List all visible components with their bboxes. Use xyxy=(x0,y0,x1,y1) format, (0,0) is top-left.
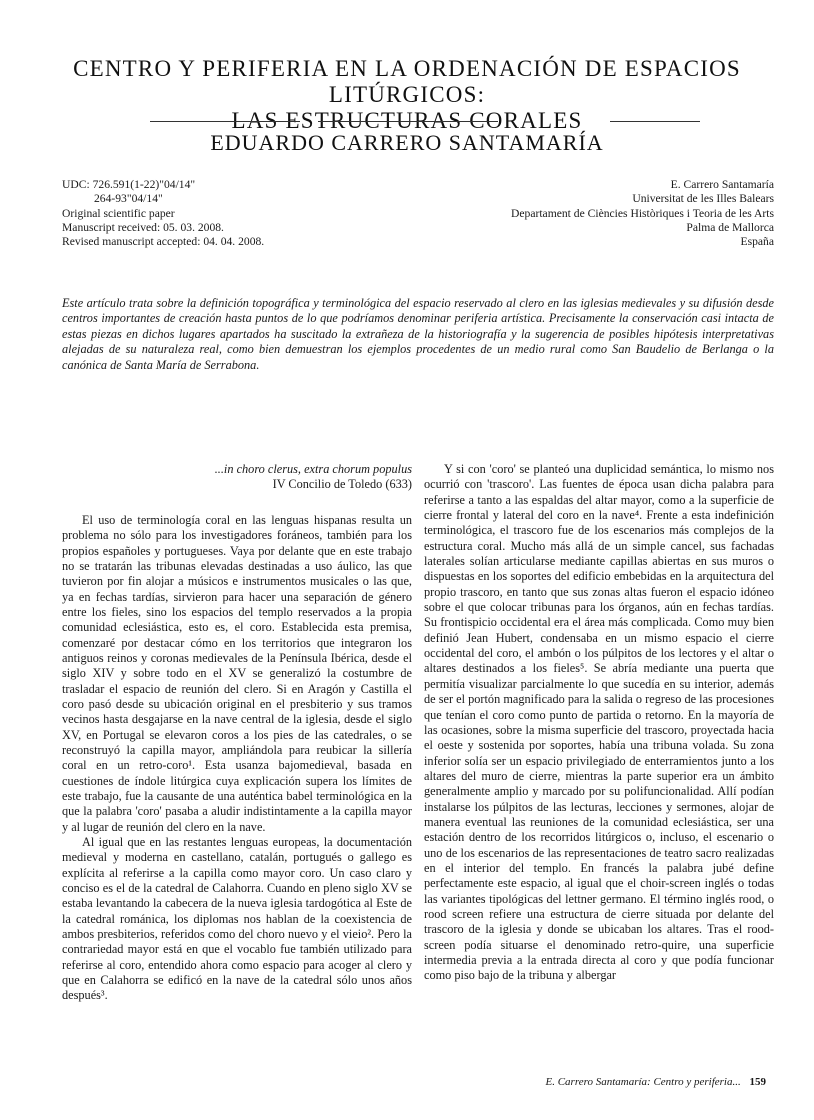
body-column-left xyxy=(62,462,412,1004)
udc-code-secondary: 264-93"04/14" xyxy=(94,192,163,206)
author-name: EDUARDO CARRERO SANTAMARÍA xyxy=(210,130,604,155)
accepted-date: Revised manuscript accepted: 04. 04. 2008. xyxy=(62,235,265,249)
article-title xyxy=(40,56,774,134)
title-rule-right xyxy=(610,121,700,122)
affiliation-department: Departament de Ciències Històriques i Teoria de les Arts xyxy=(511,206,774,220)
epigraph-source: IV Concilio de Toledo (633) xyxy=(272,477,412,492)
title-rule-center xyxy=(318,121,498,122)
affiliation-university: Universitat de les Illes Balears xyxy=(632,192,774,206)
body-column-right xyxy=(424,462,774,984)
body-paragraph: Al igual que en las restantes lenguas europeas, la documentación medieval y moderna en castellano, catalán, portugués o gallego es explícita al referirse a la capilla como mayor coro. Un caso claro y conciso es el de la catedral de Calahorra. Cuando en pleno siglo XV se estaba levantando la cabecera de la nueva iglesia tardogótica al Este de la catedral románica, los diplomas nos hablan de la coexistencia de ambos presbiterios, referidos como del choro nuevo y el vieio². Pero la contrariedad mayor está en que el vocablo fue también utilizado para referirse al coro, entendido ahora como espacio para acoger al clero y que en Calahorra se edificó en la nave de la catedral sólo unos años después³. xyxy=(62,835,412,1003)
page-number: 159 xyxy=(749,1076,766,1088)
body-paragraph: Y si con 'coro' se planteó una duplicidad semántica, lo mismo nos ocurrió con 'trascoro'. Las fuentes de época usan dicha palabra para referirse a tanto a las espaldas del altar mayor, como a la superficie de cierre frontal y lateral del coro en la nave⁴. Frente a esta indefinición terminológica, el trascoro fue de los escenarios más complejos de la estructura coral. Mucho más allá de un simple cancel, sus fachadas laterales solían articularse mediante capillas abiertas en sus muros o dispuestas en los soportes del edificio embebidas en la arquitectura del propio trascoro, en tanto que sus zonas altas fueron el espacio idóneo sobre el que colocar tribunas para los órganos, aún en fechas tardías. Su frontispicio occidental era el área más complicada. Como muy bien definió Jean Hubert, condensaba en un mismo espacio el cierre occidental del coro, el ambón o los púlpitos de los lectores y el altar o altares destinados a los fieles⁵. Se abría mediante una puerta que permitía visualizar parcialmente lo que sucedía en su interior, además de ser el portón magnificado para la salida o regreso de las procesiones que tenían el coro como punto de partida o retorno. En la mayoría de las ocasiones, sobre la misma superficie del trascoro, proyectada hacia el oeste y sostenida por soportes, había una tribuna volada. Su zona inferior solía ser un espacio privilegiado de enterramientos junto a los altares del muro de cierre, mientras la parte superior era un ámbito generalmente amplio y marcado por su polifuncionalidad. Allí podían instalarse los púlpitos de las lecturas, lecciones y sermones, alojar de manera eventual las reuniones de la comunidad eclesiástica, ser una estación dentro de los recorridos litúrgicos o, incluso, el escenario o uno de los escenarios de las representaciones de teatro sacro realizadas en el interior del templo. En francés la palabra jubé define perfectamente este espacio, al igual que el choir-screen inglés o todas las variantes tipológicas del lettner germano. El término inglés rood, o rood screen refiere una estructura de cierre situada por delante del trascoro de la iglesia y donde se ubicaban los altares. Tras el rood-screen podía situarse el denominado retro-quire, una superficie intermedia previa a la entrada directa al coro y que podía funcionar como piso bajo de la tribuna y albergar xyxy=(424,462,774,983)
affiliation-name: E. Carrero Santamaría xyxy=(670,178,774,191)
affiliation-city: Palma de Mallorca xyxy=(686,220,774,234)
epigraph-quote: ...in choro clerus, extra chorum populus xyxy=(214,462,412,476)
paper-type: Original scientific paper xyxy=(62,206,175,220)
running-head: E. Carrero Santamaría: Centro y periferia... xyxy=(545,1076,741,1088)
title-line-1: CENTRO Y PERIFERIA EN LA ORDENACIÓN DE ESPACIOS LITÚRGICOS: xyxy=(73,56,741,107)
affiliation-country: España xyxy=(740,235,774,249)
epigraph-spacer xyxy=(62,503,412,513)
udc-code: UDC: 726.591(1-22)"04/14" xyxy=(62,178,196,191)
body-paragraph: El uso de terminología coral en las lenguas hispanas resulta un problema no sólo para los investigadores foráneos, también para los propios españoles y portugueses. Vaya por delante que en este trabajo no se tratarán las tribunas elevadas destinadas a uso áulico, las que tuvieron por fin alojar a músicos e instrumentos musicales o las que, ya en fechas tardías, sirvieron para hacer una separación de género entre los fieles, sino los espacios del templo reservados a la propia comunidad eclesiástica, esto es, el coro. Establecida esta premisa, comenzaré por destacar cómo en los territorios que integraron los antiguos reinos y coronas medievales de la Península Ibérica, desde el siglo XIV y sobre todo en el XV se generalizó la costumbre de trasladar el espacio de reunión del clero. Si en Aragón y Castilla el coro pasó desde su ubicación original en el presbiterio y sus tramos vecinos hasta desgajarse en la nave central de la iglesia, desde el siglo XV, en Portugal se elevaron coros a los pies de las catedrales, o se reconstruyó la capilla mayor, ampliándola para reubicar la sillería coral en un retro-coro¹. Esta usanza bajomedieval, basada en cuestiones de índole litúrgica cuya explicación supera los límites de este trabajo, fue la causante de una auténtica babel terminológica en la que la palabra 'coro' pasaba a aludir indistintamente a la capilla mayor y al lugar de reunión del clero en la nave. xyxy=(62,512,412,834)
article-metadata xyxy=(62,178,402,249)
abstract: Este artículo trata sobre la definición topográfica y terminológica del espacio reservado al clero en las iglesias medievales y su difusión desde centros importantes de creación hasta puntos de lo que podríamos denominar periferia artística. Precisamente la conservación casi intacta de estas piezas en dichos lugares apartados ha suscitado la extrañeza de la historiografía y la sugerencia de posibles hipótesis interpretativas alejadas de su naturaleza real, como bien demuestran los ejemplos procedentes de un medio rural como San Baudelio de Berlanga o la canónica de Santa María de Serrabona. xyxy=(62,296,774,372)
epigraph xyxy=(62,462,412,493)
author-affiliation xyxy=(354,178,774,249)
title-rule-left xyxy=(150,121,300,122)
page-footer xyxy=(546,1076,767,1088)
received-date: Manuscript received: 05. 03. 2008. xyxy=(62,220,224,234)
title-line-2: LAS ESTRUCTURAS CORALES xyxy=(231,108,583,133)
